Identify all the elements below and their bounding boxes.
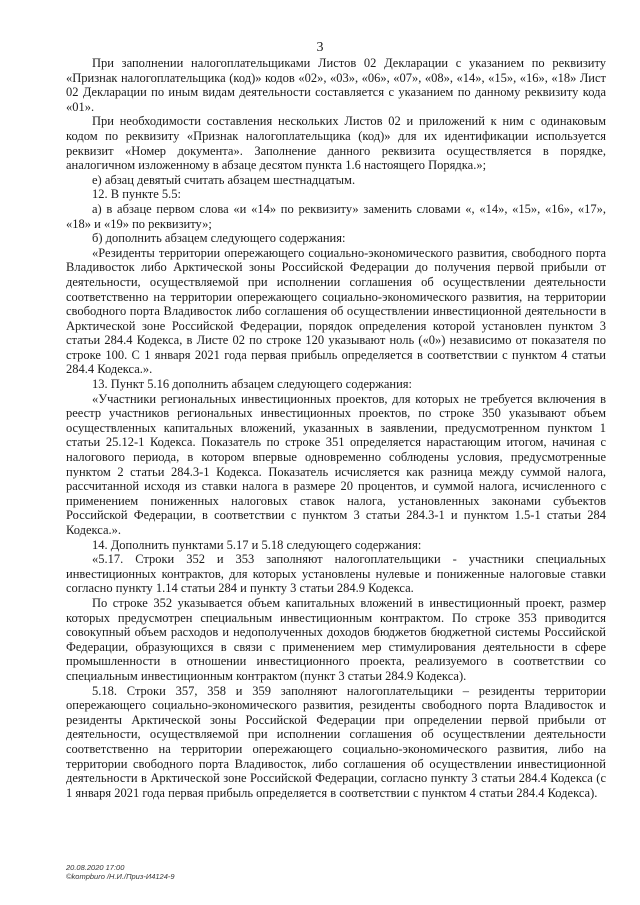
paragraph: 5.18. Строки 357, 358 и 359 заполняют налогоплательщики – резиденты территории опережающего социально-экономического развития, резиденты свободного порта Владивосток и резиденты Арктической зоны Российской Федерации при определении первой прибыли от деятельности, осуществляемой при исполнении соглашения об осуществлении деятельности соответственно на территории опережающего социально-экономического развития, либо на территории свободного порта Владивосток, либо соглашения об осуществлении инвестиционной деятельности в Арктической зоне Российской Федерации, согласно пункту 3 статьи 284.4 Кодекса (с 1 января 2021 года первая прибыль определяется в соответствии с пунктом 4 статьи 284.4 Кодекса).	[66, 683, 606, 800]
paragraph: «Участники региональных инвестиционных проектов, для которых не требуется включения в реестр участников региональных инвестиционных проектов, по строке 350 указывают объем осуществленных капитальных вложений, указанных в заявлении, предусмотренном пунктом 1 статьи 25.12-1 Кодекса. Показатель по строке 351 определяется нарастающим итогом, начиная с налогового периода, в котором впервые одновременно соблюдены условия, предусмотренные пунктом 2 статьи 284.3-1 Кодекса. Показатель исчисляется как разница между суммой налога, рассчитанной исходя из ставки налога в размере 20 процентов, и суммой налога, исчисленного с применением пониженных налоговых ставок налога, установленных законами субъектов Российской Федерации, в соответствии с пунктом 3 статьи 284.3-1 и пунктом 1.5-1 статьи 284 Кодекса.».	[66, 391, 606, 537]
document-body	[66, 56, 606, 800]
footer-date: 20.08.2020 17:00	[66, 863, 125, 872]
paragraph: При необходимости составления нескольких Листов 02 и приложений к ним с одинаковым кодом по реквизиту «Признак налогоплательщика (код)» для их идентификации используется реквизит «Номер документа». Заполнение данного реквизита осуществляется в порядке, аналогичном изложенному в абзаце десятом пункта 1.6 настоящего Порядка.»;	[66, 114, 606, 173]
footer-source: ©kompburo /Н.И./Приз-И4124-9	[66, 872, 175, 881]
paragraph: 14. Дополнить пунктами 5.17 и 5.18 следующего содержания:	[92, 537, 422, 552]
paragraph: а) в абзаце первом слова «и «14» по реквизиту» заменить словами «, «14», «15», «16», «17», «18» и «19» по реквизиту»;	[66, 201, 606, 231]
paragraph: б) дополнить абзацем следующего содержания:	[92, 231, 346, 246]
paragraph: «Резиденты территории опережающего социально-экономического развития, свободного порта Владивосток либо Арктической зоны Российской Федерации до получения первой прибыли от деятельности, осуществляемой при исполнении соглашения об осуществлении деятельности соответственно на территории опережающего социально-экономического развития, на территории свободного порта Владивосток либо соглашения об осуществлении инвестиционной деятельности в Арктической зоне Российской Федерации, порядок определения которой установлен пунктом 3 статьи 284.4 Кодекса, в Листе 02 по строке 120 указывают ноль («0») независимо от показателя по строке 100. С 1 января 2021 года первая прибыль определяется в соответствии с пунктом 4 статьи 284.4 Кодекса.».	[66, 245, 606, 377]
paragraph: е) абзац девятый считать абзацем шестнадцатым.	[92, 172, 356, 187]
paragraph: 12. В пункте 5.5:	[92, 187, 181, 202]
paragraph: 13. Пункт 5.16 дополнить абзацем следующего содержания:	[92, 377, 413, 392]
paragraph: При заполнении налогоплательщиками Листов 02 Декларации с указанием по реквизиту «Признак налогоплательщика (код)» кодов «02», «03», «06», «07», «08», «14», «15», «16», «18» Лист 02 Декларации по иным видам деятельности составляется с указанием по данному реквизиту кода «01».	[66, 56, 606, 114]
page-number: 3	[316, 40, 324, 55]
paragraph: По строке 352 указывается объем капитальных вложений в инвестиционный проект, размер которых предусмотрен специальным инвестиционным контрактом. По строке 353 приводится совокупный объем расходов и недополученных доходов бюджетов бюджетной системы Российской Федерации, образующихся в связи с применением мер стимулирования деятельности в сфере промышленности в отношении инвестиционного проекта, реализуемого в соответствии со специальным инвестиционным контрактом (пункт 3 статьи 284.9 Кодекса).	[66, 595, 606, 683]
footer	[66, 863, 175, 881]
paragraph: «5.17. Строки 352 и 353 заполняют налогоплательщики - участники специальных инвестиционных контрактов, для которых установлены нулевые и пониженные налоговые ставки согласно пункту 1.14 статьи 284 и пункту 3 статьи 284.9 Кодекса.	[66, 552, 606, 596]
